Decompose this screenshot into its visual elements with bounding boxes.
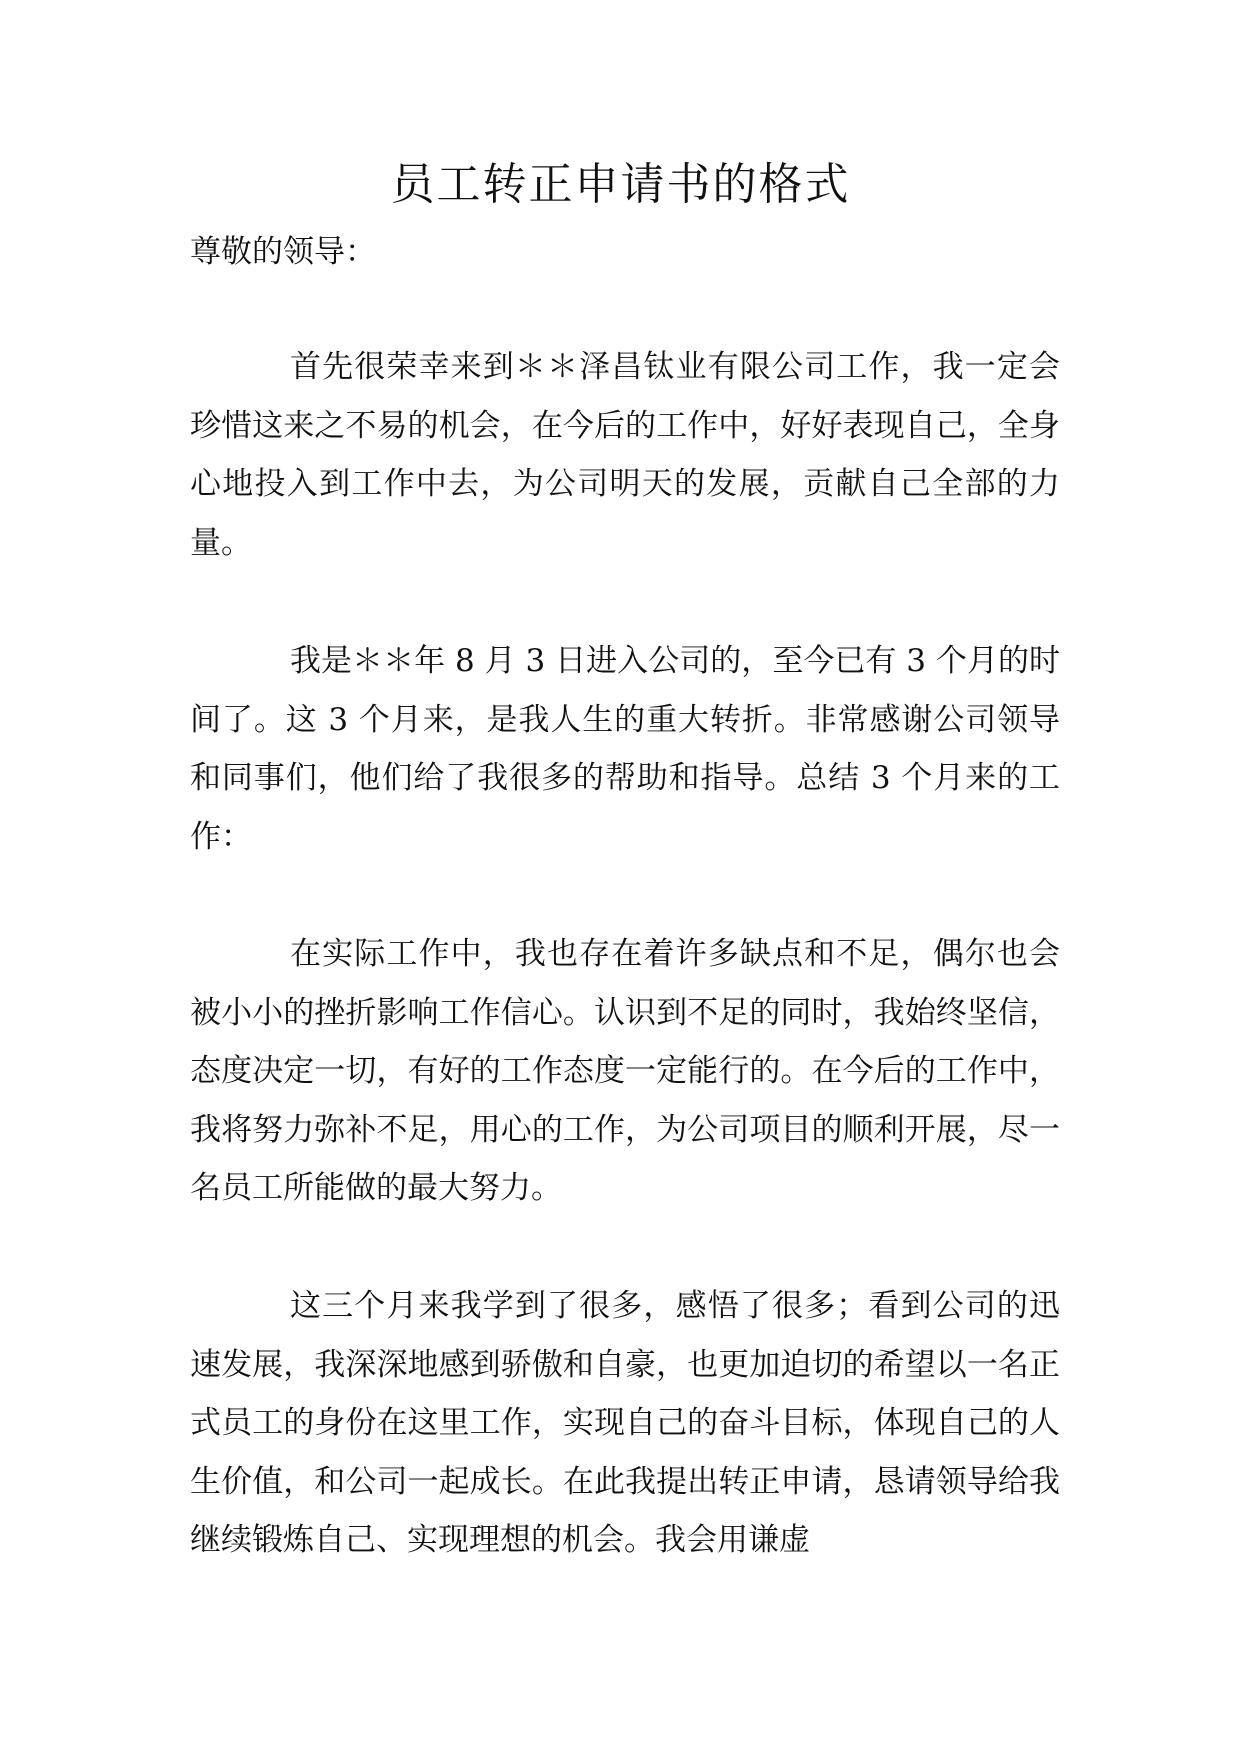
salutation: 尊敬的领导： bbox=[190, 234, 376, 270]
paragraph-4: 这三个月来我学到了很多，感悟了很多；看到公司的迅速发展，我深深地感到骄傲和自豪，也更加迫切的希望以一名正式员工的身份在这里工作，实现自己的奋斗目标，体现自己的人生价值，和公司一起成长。在此我提出转正申请，恳请领导给我继续锻炼自己、实现理想的机会。我会用谦虚 bbox=[190, 1288, 1060, 1558]
paragraph-1: 首先很荣幸来到＊＊泽昌钛业有限公司工作，我一定会珍惜这来之不易的机会，在今后的工作中，好好表现自己，全身心地投入到工作中去，为公司明天的发展，贡献自己全部的力量。 bbox=[190, 349, 1060, 561]
paragraph-2: 我是＊＊年 8 月 3 日进入公司的，至今已有 3 个月的时间了。这 3 个月来，是我人生的重大转折。非常感谢公司领导和同事们，他们给了我很多的帮助和指导。总结 3 个月来的工作： bbox=[190, 643, 1060, 855]
document-title: 员工转正申请书的格式 bbox=[390, 159, 851, 210]
paragraph-3: 在实际工作中，我也存在着许多缺点和不足，偶尔也会被小小的挫折影响工作信心。认识到不足的同时，我始终坚信，态度决定一切，有好的工作态度一定能行的。在今后的工作中，我将努力弥补不足，用心的工作，为公司项目的顺利开展，尽一名员工所能做的最大努力。 bbox=[190, 936, 1060, 1206]
